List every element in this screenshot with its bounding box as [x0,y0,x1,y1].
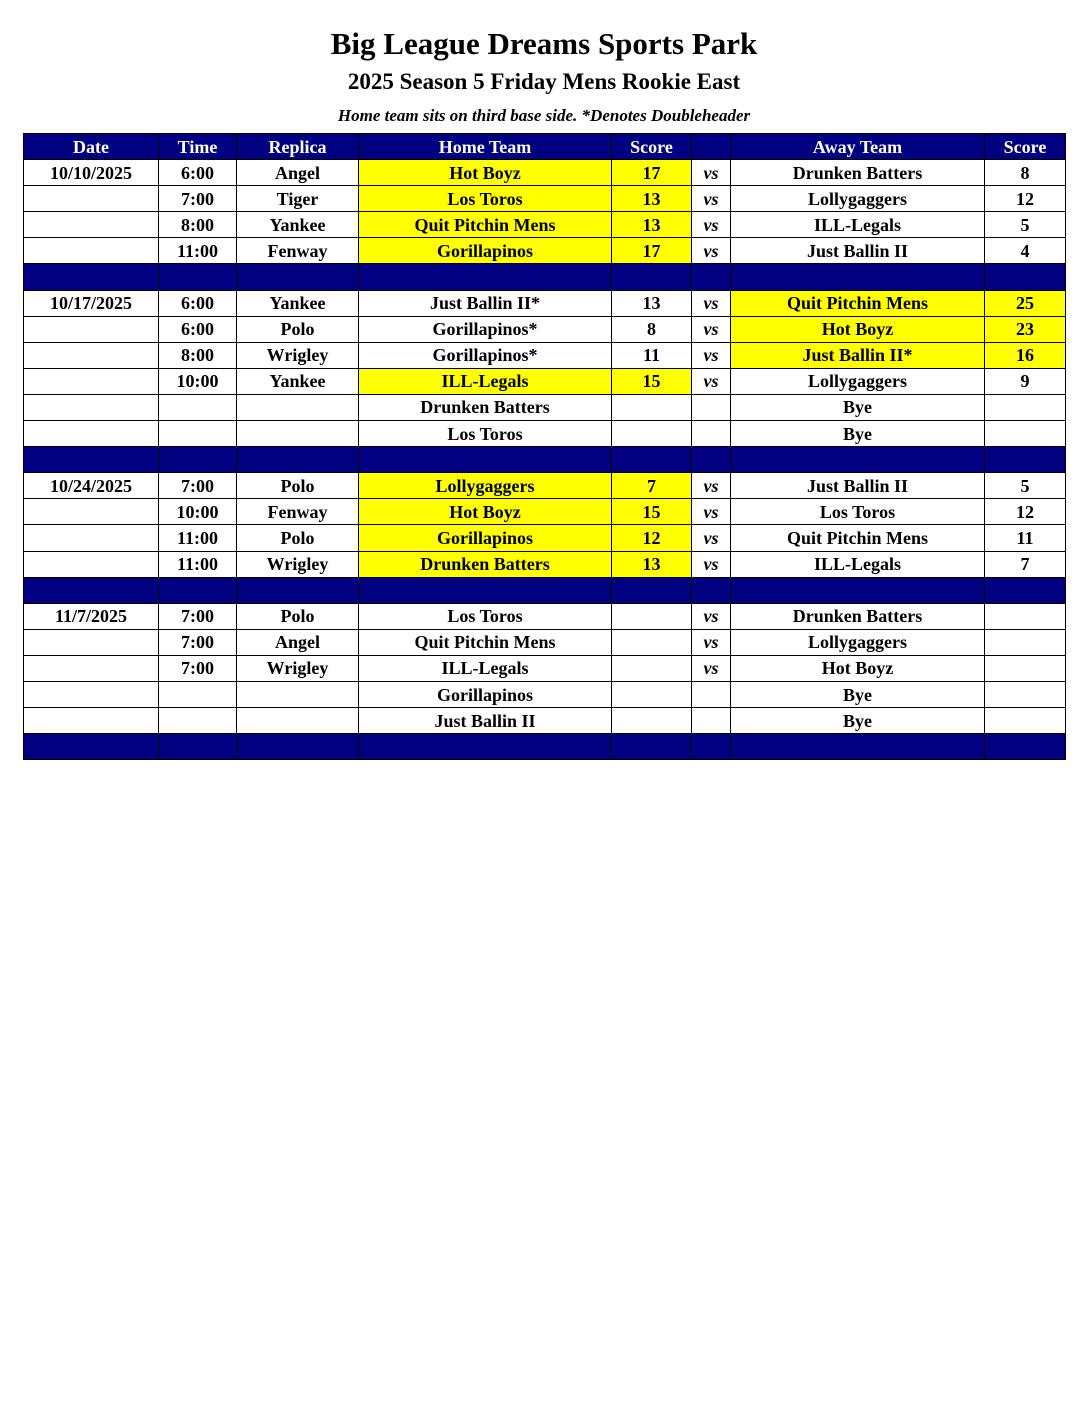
home-score-cell: 15 [612,499,692,525]
vs-cell: vs [692,160,731,186]
table-row [24,681,1066,707]
away-score-cell: 4 [985,238,1066,264]
home-score-cell [612,655,692,681]
separator-cell [359,264,612,290]
separator-cell [159,447,237,473]
date-cell [24,708,159,734]
replica-cell: Tiger [237,186,359,212]
separator-cell [24,577,159,603]
separator-cell [985,264,1066,290]
replica-cell: Angel [237,160,359,186]
away-team-cell: Quit Pitchin Mens [731,290,985,316]
page-title: Big League Dreams Sports Park [330,26,758,61]
away-score-cell [985,655,1066,681]
away-score-cell: 11 [985,525,1066,551]
away-score-cell: 5 [985,473,1066,499]
separator-cell [731,264,985,290]
table-row [24,499,1066,525]
time-cell [159,708,237,734]
away-team-cell: Bye [731,394,985,420]
table-row [24,708,1066,734]
replica-cell: Yankee [237,212,359,238]
separator-cell [24,734,159,760]
separator-cell [359,447,612,473]
separator-cell [985,577,1066,603]
separator-cell [985,734,1066,760]
home-team-cell: ILL-Legals [359,655,612,681]
table-row [24,238,1066,264]
separator-cell [731,447,985,473]
vs-cell: vs [692,473,731,499]
column-header-away-score: Score [985,134,1066,160]
home-score-cell [612,629,692,655]
table-row [24,186,1066,212]
separator-cell [612,447,692,473]
home-score-cell: 17 [612,160,692,186]
separator-cell [612,264,692,290]
away-score-cell: 16 [985,342,1066,368]
home-team-cell: Gorillapinos* [359,316,612,342]
date-cell [24,525,159,551]
table-row [24,342,1066,368]
page-subtitle: 2025 Season 5 Friday Mens Rookie East [347,69,741,94]
separator-cell [24,264,159,290]
home-score-cell: 13 [612,212,692,238]
separator-cell [612,577,692,603]
home-score-cell: 13 [612,290,692,316]
table-row [24,525,1066,551]
home-team-cell: Just Ballin II [359,708,612,734]
date-cell [24,681,159,707]
away-team-cell: ILL-Legals [731,551,985,577]
date-cell [24,186,159,212]
separator-cell [692,734,731,760]
date-cell: 11/7/2025 [24,603,159,629]
home-score-cell [612,681,692,707]
away-score-cell [985,629,1066,655]
time-cell [159,421,237,447]
replica-cell: Polo [237,316,359,342]
date-cell [24,551,159,577]
away-score-cell: 12 [985,499,1066,525]
table-row [24,316,1066,342]
week-separator-row [24,577,1066,603]
separator-cell [985,447,1066,473]
away-team-cell: Drunken Batters [731,603,985,629]
table-row [24,160,1066,186]
replica-cell: Wrigley [237,655,359,681]
home-team-cell: Los Toros [359,603,612,629]
away-team-cell: Just Ballin II* [731,342,985,368]
date-cell [24,342,159,368]
away-score-cell: 23 [985,316,1066,342]
away-team-cell: Quit Pitchin Mens [731,525,985,551]
home-team-cell: Los Toros [359,421,612,447]
away-team-cell: Just Ballin II [731,238,985,264]
away-score-cell [985,603,1066,629]
header-row [24,134,1066,160]
away-score-cell: 12 [985,186,1066,212]
time-cell: 8:00 [159,212,237,238]
replica-cell: Fenway [237,238,359,264]
away-team-cell: Just Ballin II [731,473,985,499]
separator-cell [24,447,159,473]
column-header-home-team: Home Team [359,134,612,160]
home-team-cell: Hot Boyz [359,499,612,525]
vs-cell: vs [692,290,731,316]
table-row [24,290,1066,316]
home-team-cell: Quit Pitchin Mens [359,629,612,655]
date-cell: 10/17/2025 [24,290,159,316]
table-row [24,421,1066,447]
home-score-cell: 11 [612,342,692,368]
separator-cell [692,577,731,603]
separator-cell [692,447,731,473]
away-team-cell: ILL-Legals [731,212,985,238]
vs-cell [692,681,731,707]
week-separator-row [24,264,1066,290]
date-cell [24,316,159,342]
time-cell: 7:00 [159,186,237,212]
date-cell [24,238,159,264]
vs-cell: vs [692,342,731,368]
away-team-cell: Bye [731,681,985,707]
separator-cell [731,577,985,603]
away-team-cell: Lollygaggers [731,629,985,655]
time-cell: 11:00 [159,525,237,551]
away-team-cell: Hot Boyz [731,655,985,681]
replica-cell: Polo [237,603,359,629]
away-team-cell: Bye [731,708,985,734]
away-score-cell [985,681,1066,707]
replica-cell: Polo [237,525,359,551]
replica-cell [237,421,359,447]
time-cell [159,394,237,420]
home-score-cell: 17 [612,238,692,264]
replica-cell: Yankee [237,290,359,316]
column-header-time: Time [159,134,237,160]
column-header-away-team: Away Team [731,134,985,160]
vs-cell: vs [692,655,731,681]
week-separator-row [24,447,1066,473]
time-cell: 10:00 [159,368,237,394]
time-cell: 11:00 [159,238,237,264]
week-separator-row [24,734,1066,760]
date-cell: 10/10/2025 [24,160,159,186]
separator-cell [359,577,612,603]
away-team-cell: Lollygaggers [731,186,985,212]
date-cell [24,421,159,447]
time-cell: 10:00 [159,499,237,525]
home-team-cell: Gorillapinos* [359,342,612,368]
home-score-cell: 8 [612,316,692,342]
replica-cell: Polo [237,473,359,499]
vs-cell: vs [692,186,731,212]
replica-cell: Wrigley [237,551,359,577]
home-score-cell: 13 [612,186,692,212]
separator-cell [237,577,359,603]
time-cell [159,681,237,707]
column-header-replica: Replica [237,134,359,160]
away-score-cell: 8 [985,160,1066,186]
away-score-cell [985,421,1066,447]
replica-cell: Angel [237,629,359,655]
replica-cell: Yankee [237,368,359,394]
home-team-cell: Gorillapinos [359,238,612,264]
schedule-note: Home team sits on third base side. *Denotes Doubleheader [337,106,751,125]
date-cell [24,212,159,238]
home-score-cell [612,421,692,447]
home-team-cell: Gorillapinos [359,681,612,707]
vs-cell: vs [692,316,731,342]
separator-cell [692,264,731,290]
home-team-cell: Drunken Batters [359,394,612,420]
away-score-cell [985,708,1066,734]
away-team-cell: Hot Boyz [731,316,985,342]
separator-cell [237,264,359,290]
time-cell: 7:00 [159,603,237,629]
table-row [24,603,1066,629]
time-cell: 8:00 [159,342,237,368]
date-cell [24,368,159,394]
vs-cell: vs [692,212,731,238]
separator-cell [612,734,692,760]
separator-cell [359,734,612,760]
away-team-cell: Los Toros [731,499,985,525]
table-row [24,212,1066,238]
vs-cell: vs [692,603,731,629]
vs-cell [692,421,731,447]
vs-cell [692,394,731,420]
time-cell: 6:00 [159,290,237,316]
home-team-cell: Los Toros [359,186,612,212]
home-team-cell: Quit Pitchin Mens [359,212,612,238]
replica-cell [237,681,359,707]
away-team-cell: Lollygaggers [731,368,985,394]
home-score-cell: 13 [612,551,692,577]
column-header-home-score: Score [612,134,692,160]
column-header-date: Date [24,134,159,160]
separator-cell [159,264,237,290]
home-team-cell: Gorillapinos [359,525,612,551]
away-team-cell: Bye [731,421,985,447]
home-score-cell [612,708,692,734]
vs-cell: vs [692,368,731,394]
table-row [24,394,1066,420]
schedule-body [24,160,1066,760]
table-row [24,368,1066,394]
vs-cell: vs [692,238,731,264]
home-team-cell: Lollygaggers [359,473,612,499]
vs-cell [692,708,731,734]
table-row [24,551,1066,577]
time-cell: 7:00 [159,655,237,681]
time-cell: 6:00 [159,316,237,342]
time-cell: 11:00 [159,551,237,577]
time-cell: 6:00 [159,160,237,186]
date-cell [24,394,159,420]
replica-cell: Fenway [237,499,359,525]
vs-cell: vs [692,629,731,655]
away-score-cell [985,394,1066,420]
home-score-cell: 7 [612,473,692,499]
column-header-vs [692,134,731,160]
date-cell: 10/24/2025 [24,473,159,499]
away-score-cell: 5 [985,212,1066,238]
home-team-cell: ILL-Legals [359,368,612,394]
separator-cell [237,447,359,473]
date-cell [24,499,159,525]
home-score-cell: 12 [612,525,692,551]
table-row [24,629,1066,655]
time-cell: 7:00 [159,473,237,499]
table-row [24,655,1066,681]
home-team-cell: Just Ballin II* [359,290,612,316]
replica-cell [237,394,359,420]
home-score-cell [612,394,692,420]
home-score-cell [612,603,692,629]
date-cell [24,629,159,655]
away-score-cell: 25 [985,290,1066,316]
vs-cell: vs [692,525,731,551]
home-team-cell: Drunken Batters [359,551,612,577]
schedule-table [23,133,1066,760]
away-score-cell: 7 [985,551,1066,577]
home-score-cell: 15 [612,368,692,394]
separator-cell [731,734,985,760]
replica-cell [237,708,359,734]
separator-cell [237,734,359,760]
separator-cell [159,577,237,603]
vs-cell: vs [692,551,731,577]
away-score-cell: 9 [985,368,1066,394]
replica-cell: Wrigley [237,342,359,368]
table-row [24,473,1066,499]
home-team-cell: Hot Boyz [359,160,612,186]
separator-cell [159,734,237,760]
time-cell: 7:00 [159,629,237,655]
vs-cell: vs [692,499,731,525]
away-team-cell: Drunken Batters [731,160,985,186]
date-cell [24,655,159,681]
